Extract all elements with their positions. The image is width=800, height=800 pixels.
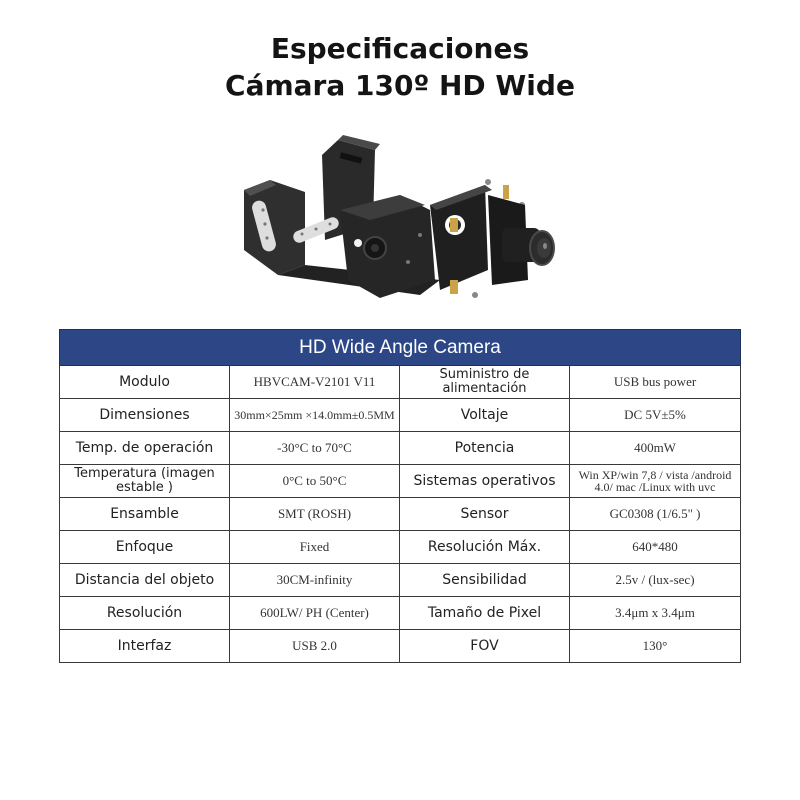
table-row <box>60 498 741 531</box>
table-row <box>60 399 741 432</box>
camera-pan-tilt-bracket-icon <box>230 130 570 310</box>
spec-value: 3.4μm x 3.4μm <box>570 597 741 630</box>
table-row <box>60 564 741 597</box>
spec-value: USB 2.0 <box>230 630 400 663</box>
spec-value: Win XP/win 7,8 / vista /android 4.0/ mac /Linux with uvc <box>570 465 741 498</box>
spec-value: HBVCAM-V2101 V11 <box>230 366 400 399</box>
spec-label: Distancia del objeto <box>60 564 230 597</box>
page-title <box>0 30 800 104</box>
spec-label: Potencia <box>400 432 570 465</box>
spec-label: Modulo <box>60 366 230 399</box>
spec-value: USB bus power <box>570 366 741 399</box>
spec-label: Suministro de alimentación <box>400 366 570 399</box>
spec-value: 600LW/ PH (Center) <box>230 597 400 630</box>
spec-value: 30CM-infinity <box>230 564 400 597</box>
spec-label: Interfaz <box>60 630 230 663</box>
spec-value: Fixed <box>230 531 400 564</box>
spec-label: Sensibilidad <box>400 564 570 597</box>
spec-label: Temp. de operación <box>60 432 230 465</box>
spec-value: 30mm×25mm ×14.0mm±0.5MM <box>230 399 400 432</box>
spec-value: SMT (ROSH) <box>230 498 400 531</box>
product-image <box>230 130 570 310</box>
spec-label: Sistemas operativos <box>400 465 570 498</box>
spec-label: Resolución <box>60 597 230 630</box>
spec-table <box>59 329 741 663</box>
spec-value: GC0308 (1/6.5" ) <box>570 498 741 531</box>
table-row <box>60 597 741 630</box>
spec-label: Tamaño de Pixel <box>400 597 570 630</box>
table-row <box>60 465 741 498</box>
spec-value: 0°C to 50°C <box>230 465 400 498</box>
spec-value: 130° <box>570 630 741 663</box>
table-row <box>60 366 741 399</box>
title-line-1: Especificaciones <box>270 32 530 65</box>
spec-label: Dimensiones <box>60 399 230 432</box>
spec-label: Resolución Máx. <box>400 531 570 564</box>
spec-label: Voltaje <box>400 399 570 432</box>
table-row <box>60 630 741 663</box>
spec-label: Temperatura (imagen estable ) <box>60 465 230 498</box>
spec-label: Sensor <box>400 498 570 531</box>
spec-value: 400mW <box>570 432 741 465</box>
table-row <box>60 531 741 564</box>
spec-label: Ensamble <box>60 498 230 531</box>
table-row <box>60 432 741 465</box>
spec-value: 640*480 <box>570 531 741 564</box>
title-line-2: Cámara 130º HD Wide <box>225 69 575 102</box>
spec-label: Enfoque <box>60 531 230 564</box>
spec-table-header: HD Wide Angle Camera <box>60 330 741 366</box>
spec-label: FOV <box>400 630 570 663</box>
spec-value: DC 5V±5% <box>570 399 741 432</box>
spec-value: -30°C to 70°C <box>230 432 400 465</box>
spec-value: 2.5v / (lux-sec) <box>570 564 741 597</box>
